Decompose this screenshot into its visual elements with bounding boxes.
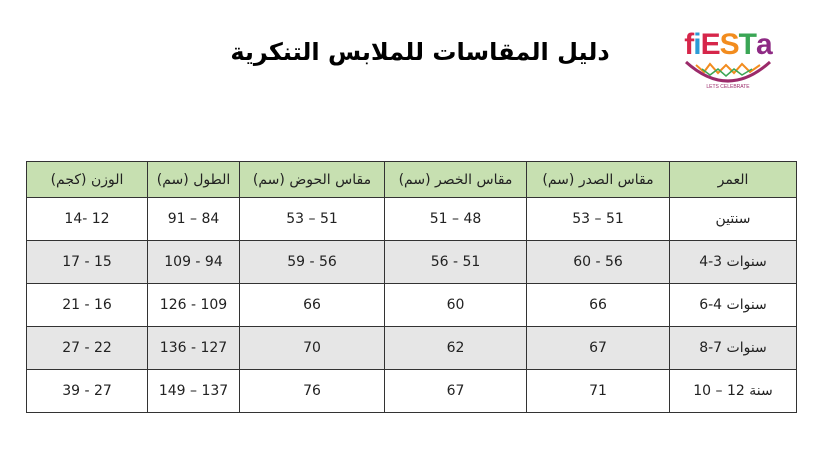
header-age: العمر — [670, 162, 797, 198]
cell-waist: 51 – 48 — [385, 198, 527, 241]
header-waist: مقاس الخصر (سم) — [385, 162, 527, 198]
cell-weight: 27 - 22 — [27, 327, 148, 370]
cell-age: 8-7 سنوات — [670, 327, 797, 370]
cell-chest: 53 – 51 — [527, 198, 670, 241]
cell-chest: 67 — [527, 327, 670, 370]
cell-chest: 71 — [527, 370, 670, 413]
logo-arc-icon — [672, 60, 784, 90]
table-row — [27, 370, 797, 413]
svg-text:LETS CELEBRATE: LETS CELEBRATE — [706, 84, 750, 90]
cell-height: 91 – 84 — [148, 198, 240, 241]
table-row — [27, 284, 797, 327]
table-header-row — [27, 162, 797, 198]
cell-hip: 66 — [240, 284, 385, 327]
cell-age: 6-4 سنوات — [670, 284, 797, 327]
table-row — [27, 327, 797, 370]
page-title: دليل المقاسات للملابس التنكرية — [230, 38, 610, 66]
header-hip: مقاس الحوض (سم) — [240, 162, 385, 198]
cell-age: 4-3 سنوات — [670, 241, 797, 284]
header-chest: مقاس الصدر (سم) — [527, 162, 670, 198]
header-weight: الوزن (كجم) — [27, 162, 148, 198]
cell-waist: 56 - 51 — [385, 241, 527, 284]
cell-chest: 66 — [527, 284, 670, 327]
cell-hip: 59 - 56 — [240, 241, 385, 284]
cell-chest: 60 - 56 — [527, 241, 670, 284]
table-row — [27, 198, 797, 241]
cell-age: 10 – 12 سنة — [670, 370, 797, 413]
table-row — [27, 241, 797, 284]
header-height: الطول (سم) — [148, 162, 240, 198]
cell-weight: 21 - 16 — [27, 284, 148, 327]
cell-height: 109 - 94 — [148, 241, 240, 284]
logo-wordmark: fiESTa — [684, 28, 772, 61]
cell-hip: 70 — [240, 327, 385, 370]
cell-height: 126 - 109 — [148, 284, 240, 327]
cell-weight: 39 - 27 — [27, 370, 148, 413]
cell-waist: 62 — [385, 327, 527, 370]
cell-waist: 60 — [385, 284, 527, 327]
fiesta-logo — [672, 30, 784, 90]
cell-hip: 76 — [240, 370, 385, 413]
cell-hip: 53 – 51 — [240, 198, 385, 241]
cell-age: سنتين — [670, 198, 797, 241]
cell-weight: 17 - 15 — [27, 241, 148, 284]
cell-weight: 14- 12 — [27, 198, 148, 241]
cell-height: 149 – 137 — [148, 370, 240, 413]
cell-waist: 67 — [385, 370, 527, 413]
size-chart-table — [26, 161, 797, 413]
cell-height: 136 - 127 — [148, 327, 240, 370]
